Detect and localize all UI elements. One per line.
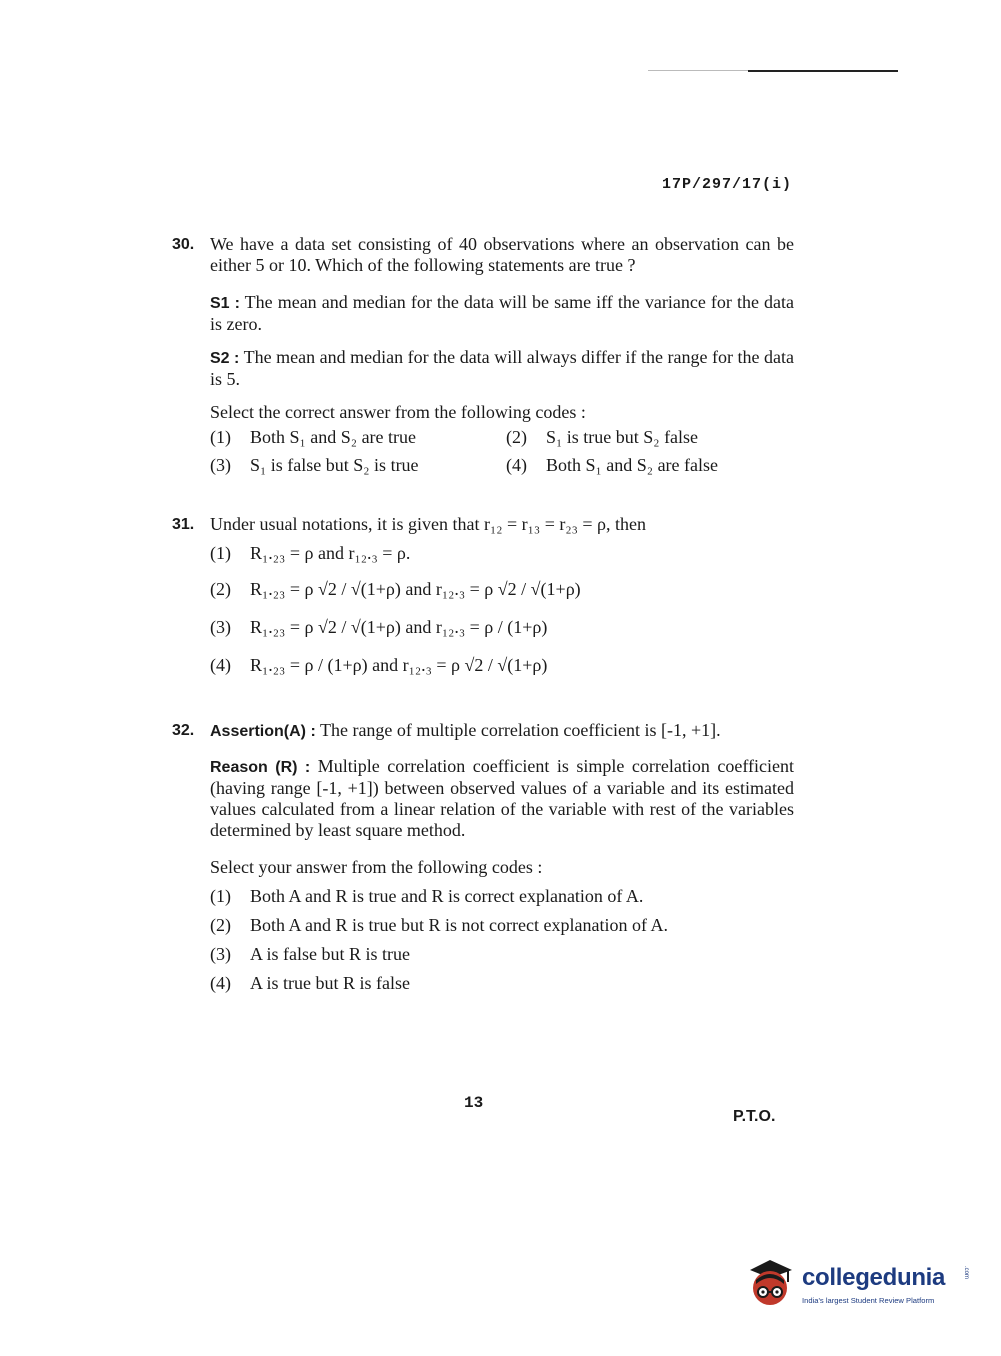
option-number: (4) [210,973,231,993]
instruction: Select the correct answer from the following codes : [210,402,586,422]
option-3 [210,617,794,655]
question-30 [172,234,794,487]
brand-name: collegedunia [802,1264,946,1291]
reason [210,756,794,841]
option-number: (1) [210,886,231,906]
option-text: A is true but R is false [250,973,410,993]
page-number: 13 [464,1094,484,1112]
statement-s1 [210,292,794,335]
reason-text: Multiple correlation coefficient is simple correlation coefficient (having range [-1, +1]) between observed values of a variable and its estimated values calculated from a linear relation of the variable with rest of the variables determined by least square method. [210,756,794,840]
question-text: We have a data set consisting of 40 observations where an observation can be either 5 or 10. Which of the following statements are true ? [210,234,794,275]
option-3 [210,455,419,476]
option-4 [506,455,718,476]
reason-label: Reason (R) : [210,759,311,776]
option-text: Both A and R is true and R is correct explanation of A. [250,886,644,906]
option-number: (2) [210,579,231,599]
option-number: (1) [210,427,231,447]
statement-label: S1 : [210,295,240,312]
paper-code: 17P/297/17(i) [662,176,793,193]
question-text: Under usual notations, it is given that r₁₂ = r₁₃ = r₂₃ = ρ, then [210,514,647,534]
option-number: (3) [210,455,231,475]
question-31 [172,514,794,685]
option-1 [210,427,416,448]
option-2 [210,579,794,617]
assertion-label: Assertion(A) : [210,723,316,740]
option-text: R₁.₂₃ = ρ / (1+ρ) and r₁₂.₃ = ρ √2 / √(1+ρ) [250,655,548,675]
option-1 [210,543,794,579]
top-rule [748,70,898,72]
option-text: S₁ is true but S₂ false [546,427,699,447]
brand-tagline: India's largest Student Review Platform [802,1296,935,1305]
pto-label: P.T.O. [733,1108,776,1125]
option-text: R₁.₂₃ = ρ and r₁₂.₃ = ρ. [250,543,411,563]
option-4 [210,655,794,685]
option-number: (1) [210,543,231,563]
option-2 [210,915,794,944]
option-1 [210,886,794,915]
option-number: (2) [210,915,231,935]
statement-s2 [210,347,794,390]
option-text: Both A and R is true but R is not correct explanation of A. [250,915,668,935]
assertion-text: The range of multiple correlation coefficient is [-1, +1]. [319,720,721,740]
question-number: 31. [172,516,195,533]
options-grid [210,427,794,487]
option-text: Both S₁ and S₂ are true [250,427,417,447]
option-number: (3) [210,944,231,964]
option-2 [506,427,698,448]
option-number: (2) [506,427,527,447]
instruction: Select your answer from the following codes : [210,857,543,877]
question-number: 32. [172,722,195,739]
option-text: R₁.₂₃ = ρ √2 / √(1+ρ) and r₁₂.₃ = ρ / (1+ρ) [250,617,548,637]
mascot-icon [744,1256,796,1308]
option-text: Both S₁ and S₂ are false [546,455,719,475]
options-list [210,543,794,685]
options-list [210,886,794,1002]
collegedunia-logo [744,1250,984,1312]
statement-text: The mean and median for the data will always differ if the range for the data is 5. [210,347,794,389]
option-number: (4) [506,455,527,475]
question-32 [172,720,794,1002]
assertion [210,720,794,742]
option-3 [210,944,794,973]
option-text: S₁ is false but S₂ is true [250,455,419,475]
question-number: 30. [172,236,195,253]
option-number: (4) [210,655,231,675]
option-4 [210,973,794,1002]
statement-text: The mean and median for the data will be same iff the variance for the data is zero. [210,292,794,334]
statement-label: S2 : [210,350,240,367]
option-text: R₁.₂₃ = ρ √2 / √(1+ρ) and r₁₂.₃ = ρ √2 / √(1+ρ) [250,579,581,599]
option-number: (3) [210,617,231,637]
brand-dot-com: .com [963,1266,969,1280]
option-text: A is false but R is true [250,944,410,964]
